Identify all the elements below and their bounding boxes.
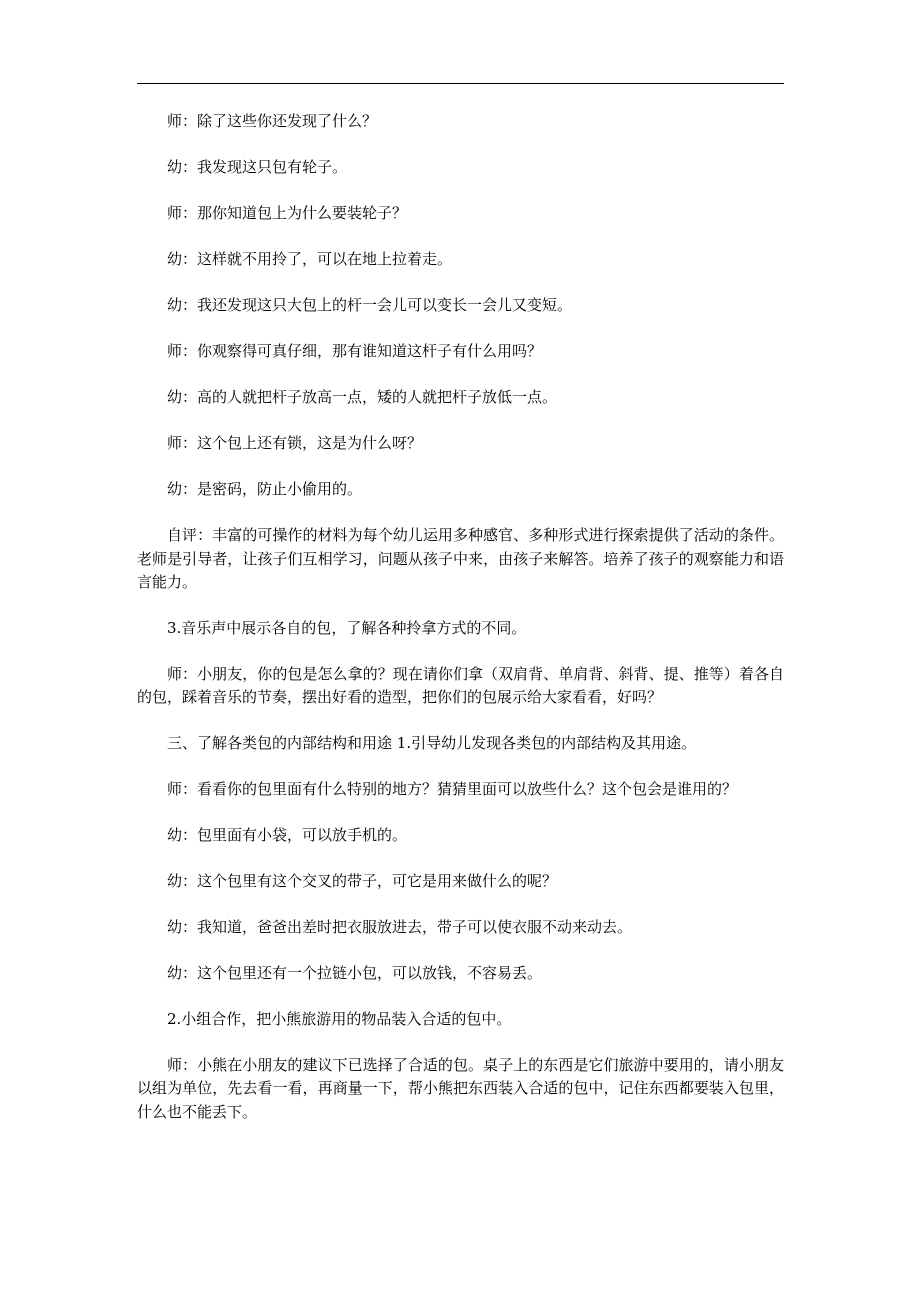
paragraph-17: 幼：我知道，爸爸出差时把衣服放进去，带子可以使衣服不动来动去。 (167, 917, 633, 936)
paragraph-18: 幼：这个包里还有一个拉链小包，可以放钱，不容易丢。 (167, 963, 543, 982)
paragraph-7: 幼：高的人就把杆子放高一点，矮的人就把杆子放低一点。 (167, 388, 558, 406)
paragraph-19: 2.小组合作，把小熊旅游用的物品装入合适的包中。 (167, 1009, 512, 1028)
paragraph-1: 师：除了这些你还发现了什么？ (167, 112, 378, 130)
paragraph-8: 师：这个包上还有锁，这是为什么呀？ (167, 434, 423, 452)
paragraph-6: 师：你观察得可真仔细，那有谁知道这杆子有什么用吗？ (167, 342, 543, 360)
paragraph-16: 幼：这个包里有这个交叉的带子，可它是用来做什么的呢？ (167, 871, 558, 890)
document-body (137, 110, 784, 1146)
paragraph-5: 幼：我还发现这只大包上的杆一会儿可以变长一会儿又变短。 (167, 296, 573, 314)
paragraph-20: 师：小熊在小朋友的建议下已选择了合适的包。桌子上的东西是它们旅游中要用的，请小朋友以组为单位，先去看一看，再商量一下，帮小熊把东西装入合适的包中，记住东西都要装入包里，什么也不能丢下。 (137, 1055, 784, 1121)
paragraph-13: 三、了解各类包的内部结构和用途 1.引导幼儿发现各类包的内部结构及其用途。 (167, 733, 697, 752)
paragraph-9: 幼：是密码，防止小偷用的。 (167, 480, 363, 498)
paragraph-4: 幼：这样就不用拎了，可以在地上拉着走。 (167, 250, 453, 268)
paragraph-11: 3.音乐声中展示各自的包，了解各种拎拿方式的不同。 (167, 618, 527, 637)
paragraph-2: 幼：我发现这只包有轮子。 (167, 158, 348, 176)
paragraph-3: 师：那你知道包上为什么要装轮子？ (167, 204, 408, 222)
paragraph-15: 幼：包里面有小袋，可以放手机的。 (167, 825, 408, 844)
paragraph-10: 自评：丰富的可操作的材料为每个幼儿运用多种感官、多种形式进行探索提供了活动的条件。老师是引导者，让孩子们互相学习，问题从孩子中来，由孩子来解答。培养了孩子的观察能力和语言能力。 (137, 526, 784, 591)
paragraph-14: 师：看看你的包里面有什么特别的地方？猜猜里面可以放些什么？这个包会是谁用的？ (167, 779, 738, 798)
header-rule (137, 83, 784, 84)
paragraph-12: 师：小朋友，你的包是怎么拿的？现在请你们拿（双肩背、单肩背、斜背、提、推等）着各自的包，踩着音乐的节奏，摆出好看的造型，把你们的包展示给大家看看，好吗？ (137, 664, 784, 706)
